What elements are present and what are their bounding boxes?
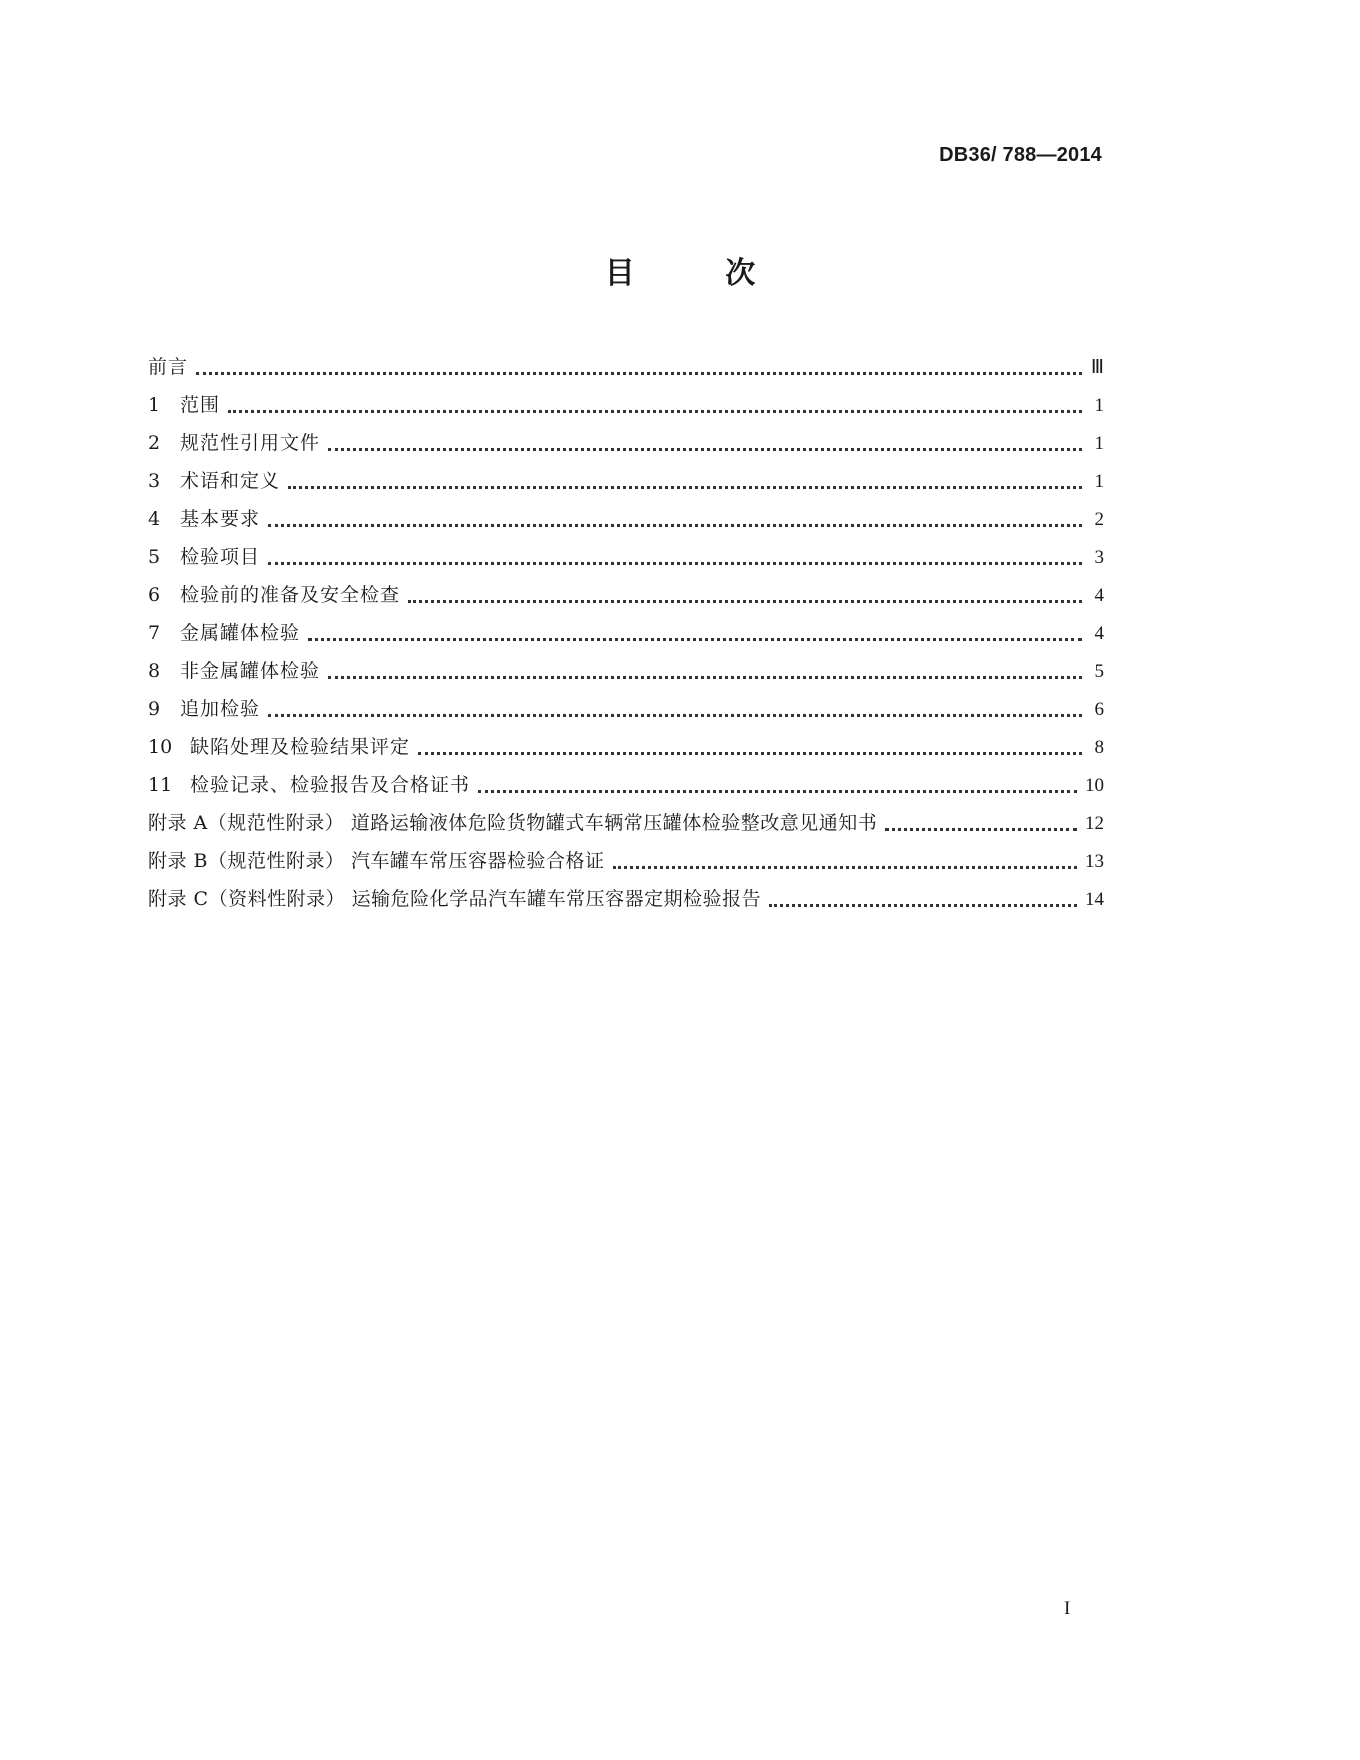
toc-entry-9[interactable]: [148, 694, 1104, 732]
toc-entry-number: 5: [148, 546, 161, 568]
dot-leader: [885, 827, 1077, 831]
dot-leader: [328, 447, 1082, 451]
table-of-contents: [148, 352, 1104, 922]
dot-leader: [478, 789, 1077, 793]
toc-entry-page: 10: [1085, 775, 1104, 796]
toc-entry-label: 规范性引用文件: [180, 432, 321, 454]
toc-entry-page: 5: [1094, 661, 1104, 682]
toc-entry-label: 附录 A（规范性附录） 道路运输液体危险货物罐式车辆常压罐体检验整改意见通知书: [148, 812, 878, 834]
toc-entry-number: 6: [148, 584, 161, 606]
toc-entry-label: 缺陷处理及检验结果评定: [190, 736, 411, 758]
toc-entry-label: 追加检验: [180, 698, 261, 720]
toc-entry-8[interactable]: [148, 656, 1104, 694]
toc-entry-label: 检验项目: [180, 546, 261, 568]
toc-entry-number: 3: [148, 470, 161, 492]
title-char-1: 目: [604, 256, 635, 291]
toc-entry-2[interactable]: [148, 428, 1104, 466]
toc-entry-page: 4: [1094, 585, 1104, 606]
toc-entry-1[interactable]: [148, 390, 1104, 428]
toc-entry-page: Ⅲ: [1090, 357, 1104, 378]
toc-entry-label: 检验记录、检验报告及合格证书: [190, 774, 471, 796]
toc-entry-appendix-c[interactable]: [148, 884, 1104, 922]
dot-leader: [268, 561, 1082, 565]
toc-entry-label: 前言: [148, 356, 189, 378]
toc-entry-11[interactable]: [148, 770, 1104, 808]
page-title: [0, 248, 1360, 292]
toc-entry-page: 13: [1085, 851, 1104, 872]
toc-entry-label: 金属罐体检验: [180, 622, 301, 644]
toc-entry-number: 1: [148, 394, 161, 416]
dot-leader: [196, 371, 1082, 375]
toc-entry-label: 附录 B（规范性附录） 汽车罐车常压容器检验合格证: [148, 850, 605, 872]
toc-entry-page: 1: [1094, 433, 1104, 454]
toc-entry-label: 非金属罐体检验: [180, 660, 321, 682]
toc-entry-label: 基本要求: [180, 508, 261, 530]
toc-entry-number: 8: [148, 660, 161, 682]
toc-entry-label: 范围: [180, 394, 221, 416]
toc-entry-number: 2: [148, 432, 161, 454]
toc-entry-page: 1: [1094, 471, 1104, 492]
toc-entry-page: 6: [1094, 699, 1104, 720]
dot-leader: [228, 409, 1082, 413]
toc-entry-number: 10: [148, 736, 173, 758]
toc-entry-number: 9: [148, 698, 161, 720]
dot-leader: [268, 713, 1082, 717]
toc-entry-appendix-b[interactable]: [148, 846, 1104, 884]
toc-entry-label: 术语和定义: [180, 470, 281, 492]
toc-entry-5[interactable]: [148, 542, 1104, 580]
toc-entry-page: 1: [1094, 395, 1104, 416]
dot-leader: [308, 637, 1082, 641]
toc-entry-number: 11: [148, 774, 173, 796]
toc-entry-page: 14: [1085, 889, 1104, 910]
dot-leader: [769, 903, 1077, 907]
toc-entry-number: 7: [148, 622, 161, 644]
toc-entry-4[interactable]: [148, 504, 1104, 542]
toc-entry-10[interactable]: [148, 732, 1104, 770]
toc-entry-page: 2: [1094, 509, 1104, 530]
toc-entry-page: 8: [1094, 737, 1104, 758]
dot-leader: [328, 675, 1082, 679]
toc-entry-foreword[interactable]: [148, 352, 1104, 390]
toc-entry-number: 4: [148, 508, 161, 530]
dot-leader: [288, 485, 1082, 489]
page-number: I: [1064, 1598, 1071, 1619]
toc-entry-label: 附录 C（资料性附录） 运输危险化学品汽车罐车常压容器定期检验报告: [148, 888, 762, 910]
dot-leader: [268, 523, 1082, 527]
toc-entry-page: 12: [1085, 813, 1104, 834]
toc-entry-3[interactable]: [148, 466, 1104, 504]
toc-entry-6[interactable]: [148, 580, 1104, 618]
dot-leader: [418, 751, 1082, 755]
toc-entry-label: 检验前的准备及安全检查: [180, 584, 401, 606]
toc-entry-page: 3: [1094, 547, 1104, 568]
toc-entry-appendix-a[interactable]: [148, 808, 1104, 846]
dot-leader: [613, 865, 1077, 869]
dot-leader: [408, 599, 1082, 603]
toc-entry-7[interactable]: [148, 618, 1104, 656]
document-code: DB36/ 788—2014: [939, 144, 1102, 166]
toc-entry-page: 4: [1094, 623, 1104, 644]
title-char-2: 次: [725, 256, 756, 291]
